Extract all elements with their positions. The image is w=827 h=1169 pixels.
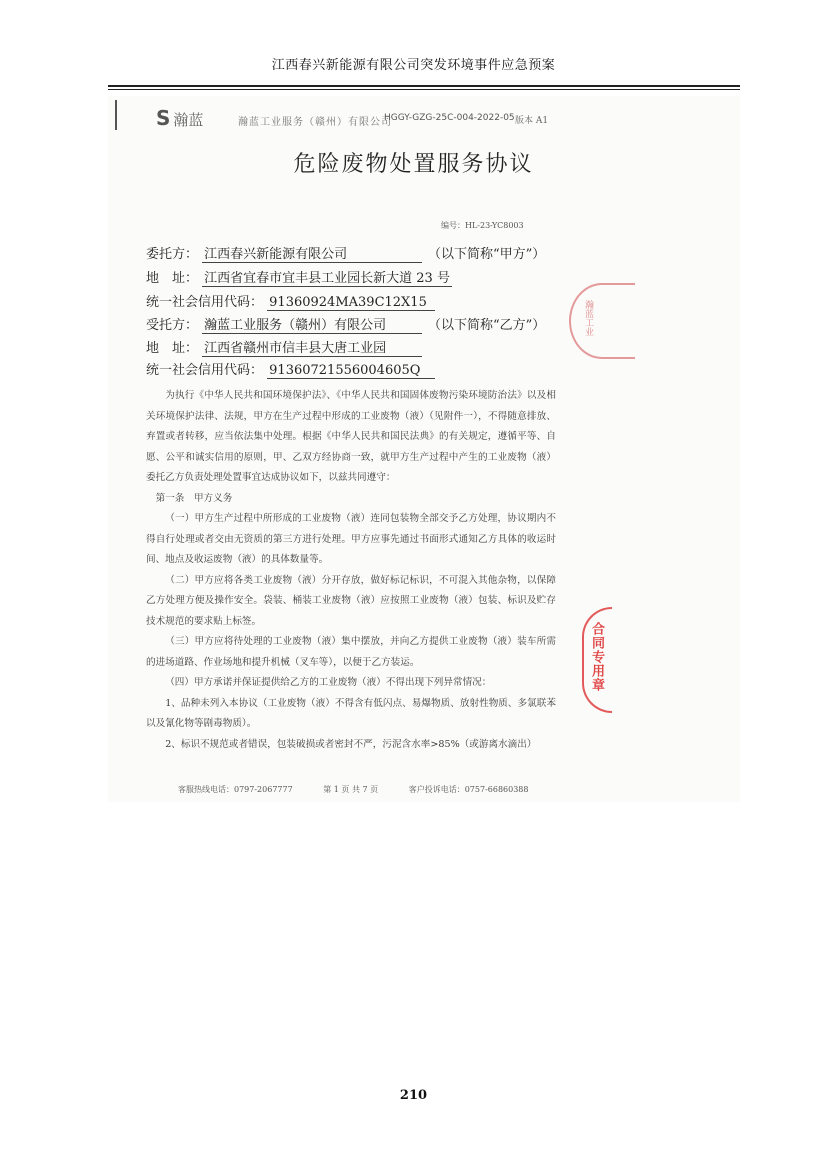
party-value: 瀚蓝工业服务（赣州）有限公司 [202, 314, 422, 334]
party-label: 统一社会信用代码： [146, 363, 264, 378]
intro-paragraph: 为执行《中华人民共和国环境保护法》、《中华人民共和国固体废物污染环境防治法》以及相关环境保护法律、法规，甲方在生产过程中形成的工业废物（液）（见附件一），不得随意排放、弃置或者转移，应当依法集中处理。根据《中华人民共和国民法典》的有关规定，遵循平等、自愿、公平和诚实信用的原则，甲、乙双方经协商一致，就甲方生产过程中产生的工业废物（液）委托乙方负责处理处置事宜达成协议如下，以兹共同遵守： [146, 390, 556, 483]
party-value: 91360924MA39C12X15 [267, 295, 435, 311]
party-label: 地 址： [146, 341, 199, 356]
logo-mark-icon: S [156, 106, 171, 130]
contract-title: 危险废物处置服务协议 [293, 152, 534, 177]
party-row-client-address [146, 267, 452, 287]
party-row-client [146, 243, 546, 263]
party-label: 地 址： [146, 271, 199, 286]
party-suffix: （以下简称“乙方”） [428, 318, 546, 333]
party-label: 统一社会信用代码： [146, 295, 264, 310]
complaint-text: 客户投诉电话：0757-66860388 [408, 785, 529, 794]
party-row-contractor-credit-code [146, 359, 435, 379]
header-rule [108, 85, 740, 87]
official-seal-text: 瀚蓝工业 [583, 300, 593, 336]
party-value: 91360721556004605Q [267, 363, 435, 379]
party-row-contractor-address [146, 337, 422, 357]
scan-footer [178, 784, 556, 795]
party-row-client-credit-code [146, 291, 435, 311]
clause-paragraph: （四）甲方承诺并保证提供给乙方的工业废物（液）不得出现下列异常情况： [165, 677, 492, 688]
logo-text: 瀚蓝 [173, 111, 204, 129]
page-info-text: 第 1 页 共 7 页 [323, 785, 379, 794]
page-number: 210 [399, 1088, 428, 1103]
official-seal-partial [569, 283, 635, 359]
header-rule-thin [108, 89, 740, 90]
letterhead-doc-code: HGGY-GZG-25C-004-2022-05 [384, 113, 515, 123]
page-header-title: 江西春兴新能源有限公司突发环境事件应急预案 [271, 58, 556, 73]
contract-seal-text: 合同专用章 [589, 622, 604, 692]
letterhead-version: 版本 A1 [515, 116, 549, 126]
party-value: 江西省赣州市信丰县大唐工业园 [202, 337, 422, 357]
clause-paragraph: （三）甲方应将待处理的工业废物（液）集中摆放，并向乙方提供工业废物（液）装车所需的进场道路、作业场地和提升机械（叉车等），以便于乙方装运。 [146, 636, 556, 668]
letterhead-company: 瀚蓝工业服务（赣州）有限公司 [238, 117, 392, 128]
clause-paragraph: （一）甲方生产过程中所形成的工业废物（液）连同包装物全部交予乙方处理，协议期内不得自行处理或者交由无资质的第三方进行处理。甲方应事先通过书面形式通知乙方具体的收运时间、地点及收运废物（液）的具体数量等。 [146, 513, 556, 565]
hotline-text: 客服热线电话：0797-2067777 [178, 785, 293, 794]
contract-body [146, 386, 556, 755]
scan-edge-mark [115, 100, 117, 130]
party-label: 委托方： [146, 247, 199, 262]
list-item: 1、品种未列入本协议（工业废物（液）不得含有低闪点、易爆物质、放射性物质、多氯联苯以及氰化物等剧毒物质）。 [146, 697, 556, 729]
article-heading: 第一条 甲方义务 [155, 492, 233, 504]
party-label: 受托方： [146, 318, 199, 333]
list-item: 2、标识不规范或者错误，包装破损或者密封不严，污泥含水率>85%（或游离水滴出） [165, 738, 537, 750]
clause-paragraph: （二）甲方应将各类工业废物（液）分开存放，做好标记标识，不可混入其他杂物，以保障乙方处理方便及操作安全。袋装、桶装工业废物（液）应按照工业废物（液）包装、标识及贮存技术规范的要求贴上标签。 [146, 574, 556, 627]
company-logo [156, 106, 203, 130]
contract-number: 编号：HL-23-YC8003 [441, 221, 524, 230]
party-value: 江西省宜春市宜丰县工业园长新大道 23 号 [202, 267, 452, 287]
party-suffix: （以下简称“甲方”） [428, 247, 546, 262]
party-row-contractor [146, 314, 546, 334]
party-value: 江西春兴新能源有限公司 [202, 243, 422, 263]
